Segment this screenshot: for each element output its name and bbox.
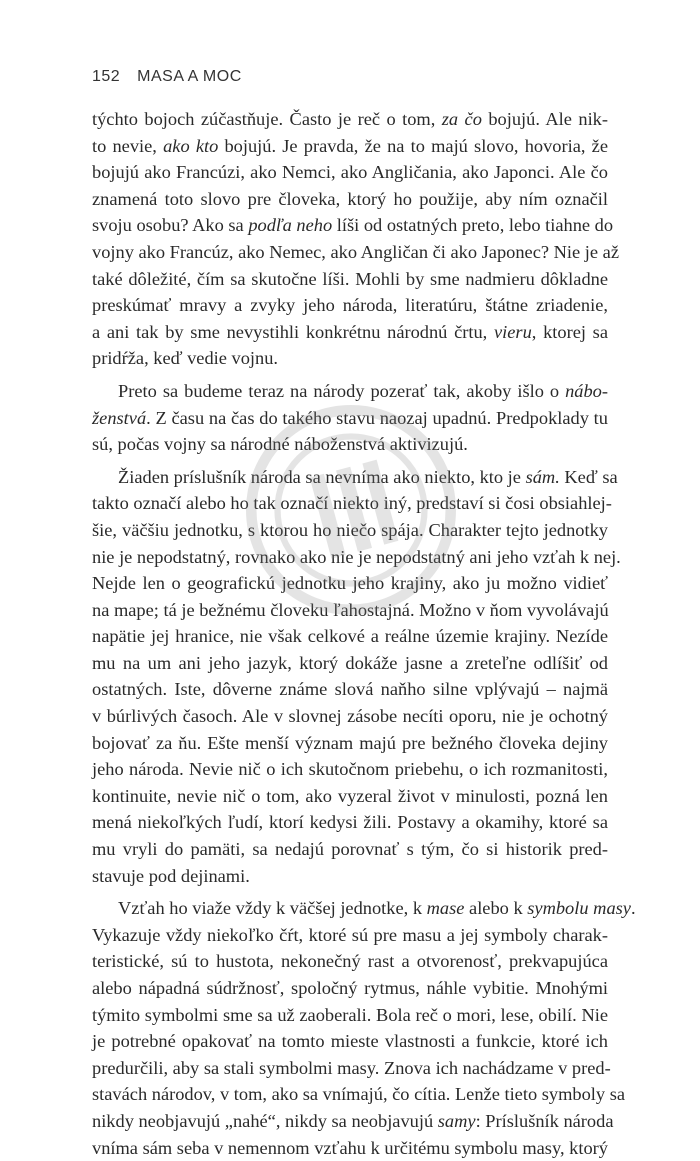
text-line xyxy=(92,345,608,372)
text-run: napätie jej hranice, nie však celkové a reálne územie krajiny. Nezíde xyxy=(92,626,608,647)
text-line xyxy=(92,895,636,922)
text-line xyxy=(92,266,608,293)
text-run: to nevie, xyxy=(92,135,164,156)
text-line xyxy=(92,159,608,186)
text-run: preskúmať mravy a zvyky jeho národa, literatúru, štátne zriadenie, xyxy=(92,295,608,316)
text-line xyxy=(92,186,608,213)
text-line xyxy=(92,703,608,730)
running-header xyxy=(92,68,242,86)
text-run: bojujú ako Francúzi, ako Nemci, ako Angličania, ako Japonci. Ale čo xyxy=(92,162,608,183)
text-run: jeho národa. Nevie nič o ich skutočnom priebehu, o ich rozmanitosti, xyxy=(92,759,608,780)
italic-run: mase xyxy=(426,898,465,919)
body-text xyxy=(92,106,636,1161)
text-run: mu na um ani jeho jazyk, ktorý dokáže jasne a zreteľne odlíšiť od xyxy=(92,652,608,673)
text-run: ostatných. Iste, dôverne známe slová naňho silne vplývajú – najmä xyxy=(92,679,608,700)
text-run: alebo k xyxy=(464,898,528,919)
text-run: vojny ako Francúz, ako Nemec, ako Angličan či ako Japonec? Nie je až xyxy=(92,241,619,262)
text-run: nie je nepodstatný, rovnako ako nie je nepodstatný ani jeho vzťah k nej. xyxy=(92,546,621,567)
italic-run: samy xyxy=(437,1110,476,1131)
text-run: sú, počas vojny sa národné náboženstvá aktivizujú. xyxy=(92,434,468,455)
text-run: predurčili, aby sa stali symbolmi masy. Znova ich nachádzame v pred- xyxy=(92,1057,611,1078)
text-line xyxy=(92,1055,611,1082)
text-line xyxy=(92,1028,608,1055)
text-line xyxy=(92,975,608,1002)
text-line xyxy=(92,809,608,836)
text-line xyxy=(92,405,608,432)
text-run: Keď sa xyxy=(559,466,618,487)
text-line xyxy=(92,431,608,458)
text-run: stavách národov, v tom, ako sa vnímajú, čo cítia. Lenže tieto symboly sa xyxy=(92,1084,626,1105)
text-run: na mape; tá je bežnému človeku ľahostajná. Možno v ňom vyvolávajú xyxy=(92,599,609,620)
text-line xyxy=(92,570,608,597)
text-run: , ktorej sa xyxy=(531,321,608,342)
text-run: . xyxy=(630,898,636,919)
text-run: mená niekoľkých ľudí, ktorí kedysi žili. Postavy a okamihy, ktoré sa xyxy=(92,812,608,833)
text-line xyxy=(92,783,608,810)
text-run: a ani tak by sme nevystihli konkrétnu národnú črtu, xyxy=(92,321,494,342)
text-run: znamená toto slovo pre človeka, ktorý ho použije, aby ním označil xyxy=(92,188,608,209)
text-run: Preto sa budeme teraz na národy pozerať tak, akoby išlo o xyxy=(118,380,566,401)
running-title: MASA A MOC xyxy=(137,68,242,85)
text-run: také dôležité, čím sa skutočne líši. Mohli by sme nadmieru dôkladne xyxy=(92,268,608,289)
text-run: kontinuite, nevie nič o tom, ako vyzeral život v minulosti, pozná len xyxy=(92,785,608,806)
page-number: 152 xyxy=(92,68,121,85)
italic-run: podľa neho xyxy=(248,215,333,236)
text-run: alebo nápadná súdržnosť, spoločný rytmus, náhle vybitie. Mnohými xyxy=(92,978,608,998)
italic-run: nábo- xyxy=(565,380,608,401)
text-line xyxy=(92,1002,608,1029)
text-run: svoju osobu? Ako sa xyxy=(92,215,249,236)
text-line xyxy=(92,597,608,624)
italic-run: symbolu masy xyxy=(527,898,631,919)
text-run: pridŕža, keď vedie vojnu. xyxy=(92,348,279,369)
text-run: bojujú. Je pravda, že na to majú slovo, hovoria, že xyxy=(218,135,608,156)
text-line xyxy=(92,544,621,571)
text-run: . Z času na čas do takého stavu naozaj upadnú. Predpoklady tu xyxy=(146,407,608,428)
text-line xyxy=(92,378,608,405)
italic-run: ako kto xyxy=(163,135,219,156)
text-run: bojovať za ňu. Ešte menší význam majú pre bežného človeka dejiny xyxy=(92,732,608,753)
italic-run: za čo xyxy=(441,109,482,129)
text-run: Vykazuje vždy niekoľko čŕt, ktoré sú pre masu a jej symboly charak- xyxy=(92,924,608,945)
text-line xyxy=(92,212,614,239)
text-line xyxy=(92,863,608,890)
text-line xyxy=(92,756,608,783)
text-line xyxy=(92,464,618,491)
text-run: Nejde len o geografickú jednotku jeho krajiny, ako ju možno vidieť xyxy=(92,573,608,594)
text-line xyxy=(92,319,608,346)
text-run: Žiaden príslušník národa sa nevníma ako niekto, kto je xyxy=(118,466,526,487)
text-line xyxy=(92,239,619,266)
text-line xyxy=(92,623,608,650)
text-run: bojujú. Ale nik- xyxy=(481,109,608,129)
text-line xyxy=(92,676,608,703)
text-run: líši od ostatných preto, lebo tiahne do xyxy=(332,215,614,236)
text-line xyxy=(92,650,608,677)
text-run: je potrebné opakovať na tomto mieste vlastnosti a funkcie, ktoré ich xyxy=(92,1031,608,1052)
text-run: týchto bojoch zúčastňuje. Často je reč o tom, xyxy=(92,109,442,129)
text-line xyxy=(92,1135,608,1161)
text-line xyxy=(92,490,612,517)
text-line xyxy=(92,836,608,863)
text-run: v búrlivých časoch. Ale v slovnej zásobe necíti oporu, nie je ochotný xyxy=(92,706,608,727)
text-line xyxy=(92,106,608,133)
text-run: šie, väčšiu jednotku, s ktorou ho niečo spája. Charakter tejto jednotky xyxy=(92,519,608,540)
italic-run: ženstvá xyxy=(92,407,147,428)
text-run: teristické, sú to hustota, nekonečný rast a otvorenosť, prekvapujúca xyxy=(92,951,608,972)
text-run: Vzťah ho viaže vždy k väčšej jednotke, k xyxy=(118,898,427,919)
text-line xyxy=(92,517,608,544)
text-line xyxy=(92,730,608,757)
italic-run: sám. xyxy=(525,466,560,487)
text-run: takto označí alebo ho tak označí niekto iný, predstaví si čosi obsiahlej- xyxy=(92,493,612,514)
text-line xyxy=(92,1108,614,1135)
text-run: nikdy neobjavujú „nahé“, nikdy sa neobjavujú xyxy=(92,1110,438,1131)
text-line xyxy=(92,922,608,949)
text-line xyxy=(92,292,608,319)
text-run: mu vryli do pamäti, sa nedajú porovnať s tým, čo si historik pred- xyxy=(92,839,608,860)
text-line xyxy=(92,948,608,975)
text-line xyxy=(92,133,608,160)
text-run: : Príslušník národa xyxy=(475,1110,614,1131)
text-line xyxy=(92,1081,626,1108)
italic-run: vieru xyxy=(493,321,532,342)
text-run: týmito symbolmi sme sa už zaoberali. Bola reč o mori, lese, obilí. Nie xyxy=(92,1004,608,1025)
text-run: stavuje pod dejinami. xyxy=(92,865,250,886)
text-run: vníma sám seba v nemennom vzťahu k určitému symbolu masy, ktorý xyxy=(92,1137,608,1158)
